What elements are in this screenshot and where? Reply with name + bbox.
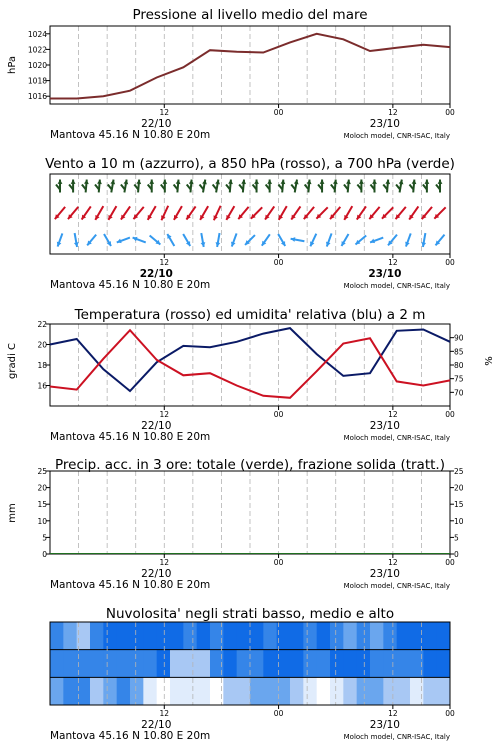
wind-barb bbox=[291, 184, 295, 189]
y-tick-label: 22 bbox=[37, 320, 47, 329]
cloud-cell bbox=[117, 622, 131, 650]
y-tick-label: 0 bbox=[42, 550, 47, 559]
wind-arrow-head bbox=[412, 180, 417, 185]
cloud-cell bbox=[303, 650, 317, 678]
cloud-cell bbox=[143, 677, 157, 705]
y-tick-label: 20 bbox=[454, 483, 464, 493]
date-label: 23/10 bbox=[369, 118, 400, 130]
cloud-cell bbox=[263, 650, 277, 678]
y-tick-label: 25 bbox=[37, 467, 47, 476]
cloud-cell bbox=[50, 677, 64, 705]
cloud-cell bbox=[90, 677, 104, 705]
model-credit: Moloch model, CNR-ISAC, Italy bbox=[343, 282, 450, 290]
cloud-cell bbox=[357, 622, 371, 650]
wind-barb bbox=[200, 184, 204, 189]
wind-arrow-head bbox=[320, 180, 325, 184]
wind-arrow-head bbox=[97, 180, 102, 185]
model-credit: Moloch model, CNR-ISAC, Italy bbox=[343, 733, 450, 741]
cloud-cell bbox=[343, 650, 357, 678]
humidity-ylabel: % bbox=[484, 356, 495, 366]
wind-arrow-head bbox=[162, 180, 167, 184]
wind-barb bbox=[213, 184, 217, 189]
date-label: 22/10 bbox=[139, 268, 173, 280]
x-tick-label: 00 bbox=[273, 108, 284, 117]
x-tick-label: 12 bbox=[159, 410, 170, 419]
location-label: Mantova 45.16 N 10.80 E 20m bbox=[50, 730, 211, 742]
cloud-cell bbox=[397, 622, 411, 650]
cloud-cell bbox=[223, 622, 237, 650]
wind-arrow-head bbox=[333, 180, 338, 185]
wind-arrow-head bbox=[189, 180, 194, 185]
cloud-cell bbox=[303, 677, 317, 705]
wind-barb bbox=[396, 184, 400, 189]
date-label: 22/10 bbox=[141, 420, 172, 432]
wind-arrow-head bbox=[281, 180, 286, 185]
cloud-cell bbox=[157, 622, 171, 650]
wind-arrow-head bbox=[372, 180, 377, 184]
cloud-cell bbox=[157, 650, 171, 678]
y-tick-label: 20 bbox=[37, 483, 47, 493]
cloud-cell bbox=[330, 677, 344, 705]
x-tick-label: 00 bbox=[273, 709, 284, 718]
cloud-cell bbox=[103, 622, 117, 650]
date-label: 23/10 bbox=[369, 568, 400, 580]
cloud-cell bbox=[63, 677, 77, 705]
y-tick-label: 1016 bbox=[27, 92, 47, 102]
location-label: Mantova 45.16 N 10.80 E 20m bbox=[50, 431, 211, 443]
cloud-title: Nuvolosita' negli strati basso, medio e alto bbox=[105, 606, 395, 622]
x-tick-label: 12 bbox=[388, 258, 398, 267]
pressure-ylabel: hPa bbox=[7, 55, 18, 75]
precip-title: Precip. acc. in 3 ore: totale (verde), frazione solida (tratt.) bbox=[55, 457, 445, 473]
cloud-cell bbox=[263, 677, 277, 705]
date-label: 22/10 bbox=[141, 719, 172, 731]
y-tick-label: 70 bbox=[454, 388, 464, 398]
cloud-cell bbox=[423, 650, 437, 678]
cloud-cell bbox=[90, 650, 104, 678]
y-tick-label: 80 bbox=[454, 361, 464, 370]
wind-barb bbox=[121, 184, 125, 189]
cloud-cell bbox=[317, 622, 331, 650]
y-tick-label: 5 bbox=[42, 533, 47, 543]
y-tick-label: 15 bbox=[454, 500, 464, 510]
date-label: 23/10 bbox=[369, 719, 400, 731]
x-tick-label: 12 bbox=[388, 558, 398, 567]
wind-arrow-head bbox=[71, 180, 76, 184]
cloud-cell bbox=[303, 622, 317, 650]
x-tick-label: 00 bbox=[445, 558, 455, 567]
x-tick-label: 12 bbox=[388, 709, 398, 718]
y-tick-label: 10 bbox=[37, 516, 47, 526]
wind-arrow-head bbox=[307, 180, 312, 185]
cloud-cell bbox=[183, 677, 197, 705]
cloud-cell bbox=[63, 650, 77, 678]
cloud-cell bbox=[370, 622, 384, 650]
cloud-cell bbox=[317, 677, 331, 705]
cloud-cell bbox=[397, 677, 411, 705]
wind-barb bbox=[108, 184, 112, 189]
cloud-cell bbox=[237, 650, 251, 678]
wind-arrow-head bbox=[176, 180, 181, 185]
cloud-cell bbox=[370, 677, 384, 705]
cloud-cell bbox=[183, 650, 197, 678]
date-label: 23/10 bbox=[368, 268, 402, 280]
y-tick-label: 25 bbox=[454, 467, 464, 476]
cloud-cell bbox=[170, 650, 184, 678]
y-tick-label: 90 bbox=[454, 333, 464, 343]
wind-arrow-head bbox=[438, 180, 443, 184]
cloud-cell bbox=[343, 622, 357, 650]
cloud-cell bbox=[223, 650, 237, 678]
cloud-cell bbox=[383, 677, 397, 705]
wind-arrow-head bbox=[359, 180, 364, 184]
cloud-cell bbox=[250, 650, 264, 678]
y-tick-label: 1022 bbox=[27, 45, 47, 55]
cloud-cell bbox=[383, 650, 397, 678]
date-label: 22/10 bbox=[141, 118, 172, 130]
location-label: Mantova 45.16 N 10.80 E 20m bbox=[50, 129, 211, 141]
cloud-cell bbox=[170, 622, 184, 650]
cloud-cell bbox=[197, 622, 211, 650]
cloud-cell bbox=[50, 650, 64, 678]
cloud-cell bbox=[357, 677, 371, 705]
wind-arrow-head bbox=[58, 180, 63, 184]
x-tick-label: 00 bbox=[273, 410, 284, 419]
wind-arrow-head bbox=[136, 180, 141, 185]
cloud-cell bbox=[437, 650, 451, 678]
cloud-cell bbox=[317, 650, 331, 678]
cloud-cell bbox=[130, 622, 144, 650]
cloud-cell bbox=[117, 650, 131, 678]
wind-arrow-head bbox=[267, 180, 272, 184]
x-tick-label: 12 bbox=[159, 709, 170, 718]
cloud-cell bbox=[423, 622, 437, 650]
y-tick-label: 85 bbox=[454, 347, 464, 357]
wind-arrow-head bbox=[346, 180, 351, 185]
y-tick-label: 15 bbox=[37, 500, 47, 510]
x-tick-label: 00 bbox=[273, 258, 284, 267]
cloud-cell bbox=[263, 622, 277, 650]
x-tick-label: 00 bbox=[445, 258, 455, 267]
cloud-cell bbox=[157, 677, 171, 705]
cloud-cell bbox=[330, 650, 344, 678]
x-tick-label: 12 bbox=[159, 558, 170, 567]
cloud-cell bbox=[290, 622, 304, 650]
cloud-cell bbox=[383, 622, 397, 650]
y-tick-label: 1024 bbox=[27, 29, 47, 39]
wind-arrow-head bbox=[241, 180, 246, 185]
cloud-cell bbox=[250, 677, 264, 705]
cloud-cell bbox=[90, 622, 104, 650]
cloud-cell bbox=[63, 622, 77, 650]
cloud-cell bbox=[183, 622, 197, 650]
y-tick-label: 16 bbox=[37, 381, 47, 391]
cloud-cell bbox=[197, 677, 211, 705]
cloud-cell bbox=[170, 677, 184, 705]
cloud-cell bbox=[370, 650, 384, 678]
cloud-cell bbox=[437, 677, 451, 705]
wind-arrow-head bbox=[84, 180, 89, 185]
x-tick-label: 12 bbox=[388, 410, 398, 419]
y-tick-label: 18 bbox=[37, 361, 47, 370]
x-tick-label: 12 bbox=[388, 108, 398, 117]
y-tick-label: 75 bbox=[454, 374, 464, 384]
cloud-cell bbox=[357, 650, 371, 678]
x-tick-label: 00 bbox=[445, 108, 455, 117]
wind-arrow-head bbox=[254, 180, 259, 184]
cloud-cell bbox=[250, 622, 264, 650]
cloud-cell bbox=[103, 677, 117, 705]
model-credit: Moloch model, CNR-ISAC, Italy bbox=[343, 434, 450, 442]
cloud-cell bbox=[223, 677, 237, 705]
cloud-cell bbox=[343, 677, 357, 705]
date-label: 22/10 bbox=[141, 568, 172, 580]
y-tick-label: 0 bbox=[454, 550, 459, 559]
y-tick-label: 20 bbox=[37, 340, 47, 350]
location-label: Mantova 45.16 N 10.80 E 20m bbox=[50, 579, 211, 591]
pressure-title: Pressione al livello medio del mare bbox=[132, 7, 368, 23]
wind-title: Vento a 10 m (azzurro), a 850 hPa (rosso), a 700 hPa (verde) bbox=[45, 156, 455, 172]
y-tick-label: 1018 bbox=[27, 76, 47, 86]
x-tick-label: 00 bbox=[445, 410, 455, 419]
wind-arrow-head bbox=[228, 180, 233, 185]
cloud-cell bbox=[237, 677, 251, 705]
cloud-cell bbox=[143, 650, 157, 678]
cloud-cell bbox=[103, 650, 117, 678]
cloud-cell bbox=[50, 622, 64, 650]
x-tick-label: 12 bbox=[159, 258, 170, 267]
y-tick-label: 5 bbox=[454, 533, 459, 543]
model-credit: Moloch model, CNR-ISAC, Italy bbox=[343, 132, 450, 140]
y-tick-label: 10 bbox=[454, 516, 464, 526]
cloud-cell bbox=[330, 622, 344, 650]
x-tick-label: 00 bbox=[273, 558, 284, 567]
location-label: Mantova 45.16 N 10.80 E 20m bbox=[50, 279, 211, 291]
cloud-cell bbox=[130, 650, 144, 678]
x-tick-label: 12 bbox=[159, 108, 170, 117]
cloud-cell bbox=[237, 622, 251, 650]
cloud-cell bbox=[117, 677, 131, 705]
model-credit: Moloch model, CNR-ISAC, Italy bbox=[343, 582, 450, 590]
precip-ylabel: mm bbox=[7, 503, 18, 523]
date-label: 23/10 bbox=[369, 420, 400, 432]
cloud-cell bbox=[130, 677, 144, 705]
wind-arrow-head bbox=[385, 180, 390, 185]
temperature-title: Temperatura (rosso) ed umidita' relativa (blu) a 2 m bbox=[74, 307, 426, 323]
cloud-cell bbox=[423, 677, 437, 705]
cloud-cell bbox=[437, 622, 451, 650]
cloud-cell bbox=[143, 622, 157, 650]
x-tick-label: 00 bbox=[445, 709, 455, 718]
wind-arrow-head bbox=[424, 180, 429, 184]
cloud-cell bbox=[197, 650, 211, 678]
cloud-cell bbox=[290, 650, 304, 678]
y-tick-label: 1020 bbox=[27, 61, 47, 70]
cloud-cell bbox=[397, 650, 411, 678]
wind-arrow-head bbox=[149, 180, 154, 184]
cloud-cell bbox=[290, 677, 304, 705]
temperature-ylabel: gradi C bbox=[7, 343, 18, 379]
